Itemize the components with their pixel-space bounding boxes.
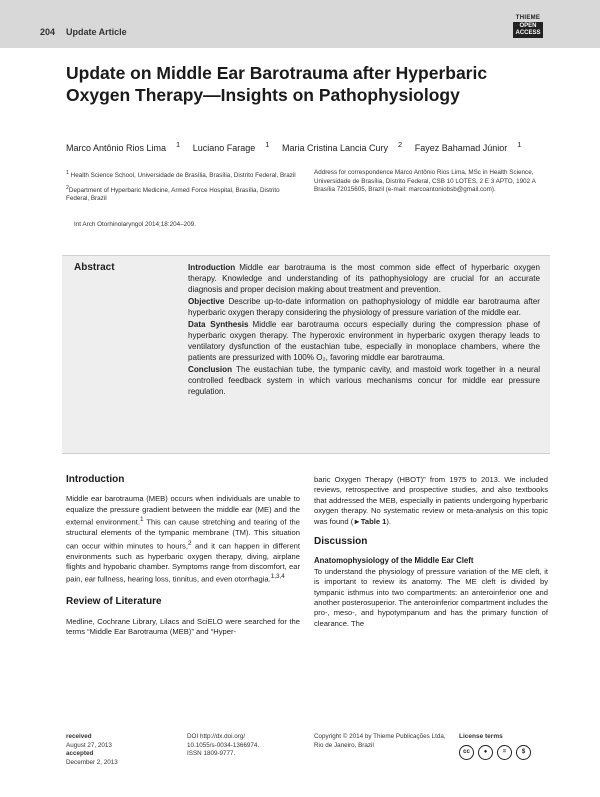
review-heading: Review of Literature xyxy=(66,596,162,608)
license-title: License terms xyxy=(459,733,503,740)
article-type: Update Article xyxy=(66,27,127,37)
abstract-section: Data Synthesis Middle ear barotrauma occurs especially during the compression phase of hyperbaric oxygen therapy. The hyperoxic environment in hyperbaric oxygen therapy leads to ventilatory dysfunction of the eustachian tube, especially in monoplace chambers, where the patients are pressurized with 100% O₂, favoring middle ear barotrauma. xyxy=(188,320,541,362)
abstract-title: Abstract xyxy=(74,262,115,273)
page-number: 204 xyxy=(40,27,56,37)
correspondence xyxy=(314,169,548,195)
journal-citation: Int Arch Otorhinolaryngol 2014;18:204–209. xyxy=(74,221,196,228)
abstract-box xyxy=(62,255,550,454)
non-commercial-icon: $ xyxy=(516,745,531,760)
abstract-body xyxy=(188,262,540,398)
affiliation: $^1$ Health Science School, Universidade de Brasília, Brasília, Distrito Federal, Brazil xyxy=(66,170,296,180)
license-terms xyxy=(459,733,554,760)
doi-block: DOI http://dx.doi.org/ 10.1055/s-0034-1366974. ISSN 1809-9777. xyxy=(187,733,302,759)
thieme-open-access-logo xyxy=(513,15,543,38)
correspondence-text: Marco Antônio Rios Lima, MSc in Health Science, Universidade de Brasília, Distrito Federal, CSB 10 LOTES, 2 E 3 APTO, 1902 A Brasília 72015605, Brazil (e-mail: marcoantoniobsb@gmail.com). xyxy=(314,169,536,194)
affiliation: $^2$Department of Hyperbaric Medicine, Armed Force Hospital, Brasília, Distrito Federal, Brazil xyxy=(66,184,280,203)
review-continuation: baric Oxygen Therapy (HBOT)” from 1975 to 2013. We included reviews, retrospective and prospective studies, and also textbooks that addressed the MEB, especially in patients undergoing hyperbaric oxygen therapy. No systematic review or meta-analysis on this topic was found (►Table 1). xyxy=(314,475,548,526)
article-title: Update on Middle Ear Barotrauma after Hyperbaric Oxygen Therapy—Insights on Pathophysiology xyxy=(66,63,488,105)
table-link[interactable]: ►Table 1 xyxy=(353,516,387,526)
anatomy-paragraph: To understand the physiology of pressure variation of the ME cleft, it is important to review its anatomy. The ME cleft is divided by tympanic isthmus into two compartments: an anteroinferior one and another posterosuperior. The anteroinferior compartment includes the pro-, meso-, and hypotympanum and has the primary function of clearance. The xyxy=(314,566,548,628)
article-dates: received August 27, 2013 accepted December 2, 2013 xyxy=(66,733,118,766)
logo-line-open: OPEN xyxy=(519,23,537,29)
attribution-icon: ● xyxy=(478,745,493,760)
author: Marco Antônio Rios Lima $^1$ xyxy=(66,140,181,153)
author: Luciano Farage $^1$ xyxy=(192,140,270,153)
no-derivatives-icon: = xyxy=(497,745,512,760)
introduction-paragraph: Middle ear barotrauma (MEB) occurs when individuals are unable to equalize the pressure gradient between the middle ear (ME) and the external environment.$^1$ This can cause stretching and tearing of the structural elements of the tympanic membrane (TM). This situation can occur within minutes to hours,$^2$ and it can happen in different environments such as hyperbaric oxygen therapy, diving, airplane flights and hypobaric chamber. Symptoms range from discomfort, ear pain, ear fullness, hearing loss, tinnitus, and even otorrhagia.$^{1,3,4}$ xyxy=(66,494,301,584)
introduction-heading: Introduction xyxy=(66,474,125,485)
page-header xyxy=(0,0,600,48)
license-icons xyxy=(459,745,554,760)
author: Fayez Bahamad Júnior $^1$ xyxy=(414,140,522,153)
author: Maria Cristina Lancia Cury $^2$ xyxy=(281,140,403,153)
copyright: Copyright © 2014 by Thieme Publicações Ltda, Rio de Janeiro, Brazil xyxy=(314,733,446,749)
abstract-section: Conclusion The eustachian tube, the tympanic cavity, and mastoid work together in a neural controlled feedback system in which various mechanisms concur for middle ear pressure regulation. xyxy=(188,365,540,396)
right-column xyxy=(314,475,548,641)
abstract-section: Introduction Middle ear barotrauma is the most common side effect of hyperbaric oxygen therapy. Knowledge and understanding of its pathophysiology are crucial for an accurate diagnosis and proper decision making about treatment and prevention. xyxy=(188,263,540,294)
abstract-section: Objective Describe up-to-date information on pathophysiology of middle ear barotrauma after hyperbaric oxygen therapy considering the physiology of pressure variation of the middle ear. xyxy=(188,297,540,317)
logo-line-access: ACCESS xyxy=(515,30,541,36)
author-list xyxy=(66,140,531,153)
review-paragraph: Medline, Cochrane Library, Lilacs and SciELO were searched for the terms “Middle Ear Barotrauma (MEB)” and “Hyper- xyxy=(66,616,300,637)
anatomy-subheading: Anatomophysiology of the Middle Ear Cleft xyxy=(314,556,474,566)
logo-publisher: THIEME xyxy=(515,15,541,21)
affiliations xyxy=(66,169,298,207)
doi-link[interactable]: DOI http://dx.doi.org/ xyxy=(187,733,246,740)
creative-commons-icon: cc xyxy=(459,745,474,760)
logo-badge xyxy=(513,22,543,38)
discussion-heading: Discussion xyxy=(314,536,368,548)
correspondence-label: Address for correspondence xyxy=(314,169,394,176)
left-column xyxy=(66,475,300,649)
